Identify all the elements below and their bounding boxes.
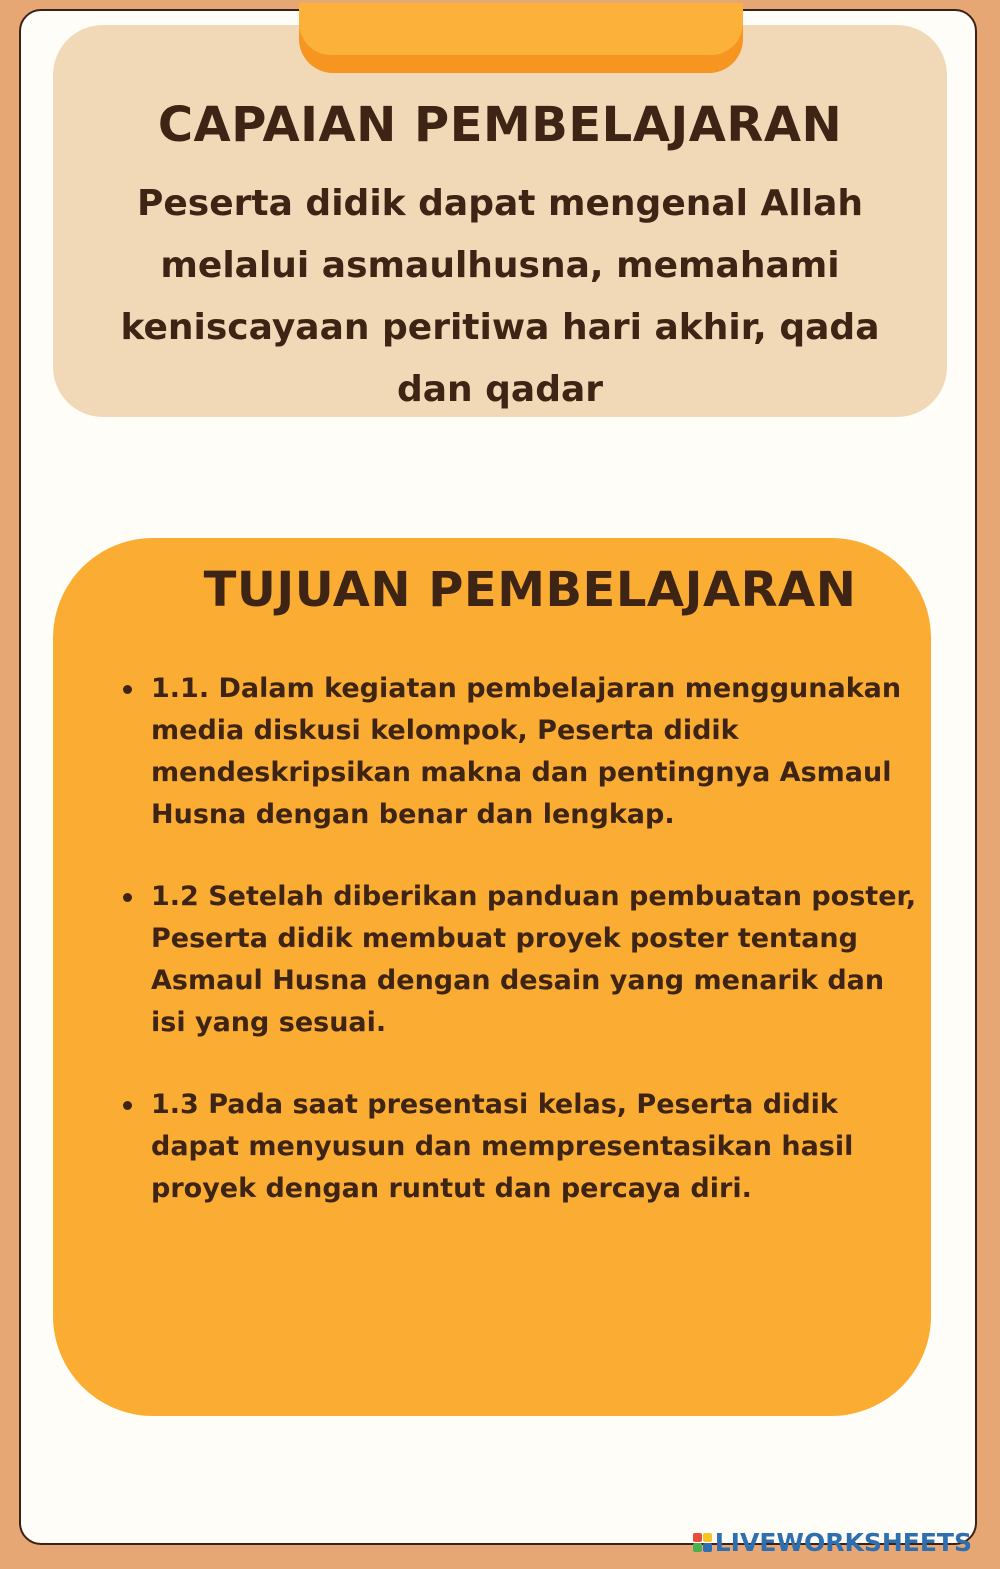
capaian-description: Peserta didik dapat mengenal Allah melalui asmaulhusna, memahami keniscayaan peritiwa hari akhir, qada dan qadar	[120, 183, 880, 410]
decorative-tab-highlight	[299, 3, 743, 55]
logo-square-blue	[703, 1543, 712, 1552]
capaian-panel	[53, 25, 947, 417]
liveworksheets-logo[interactable]	[693, 1528, 972, 1557]
logo-square-green	[693, 1543, 702, 1552]
logo-square-yellow	[703, 1533, 712, 1542]
liveworksheets-text: LIVEWORKSHEETS	[714, 1528, 972, 1557]
tujuan-item-3: 1.3 Pada saat presentasi kelas, Peserta didik dapat menyusun dan mempresentasikan hasil proyek dengan runtut dan percaya diri.	[151, 1084, 926, 1210]
tujuan-item-2: 1.2 Setelah diberikan panduan pembuatan poster, Peserta didik membuat proyek poster tentang Asmaul Husna dengan desain yang menarik dan isi yang sesuai.	[151, 876, 926, 1044]
decorative-tab	[299, 3, 743, 73]
tujuan-list	[115, 668, 926, 1250]
liveworksheets-logo-icon	[693, 1533, 712, 1552]
tujuan-title: TUJUAN PEMBELAJARAN	[203, 562, 857, 618]
capaian-title: CAPAIAN PEMBELAJARAN	[157, 97, 843, 153]
logo-square-red	[693, 1533, 702, 1542]
tujuan-item-1: 1.1. Dalam kegiatan pembelajaran menggunakan media diskusi kelompok, Peserta didik mendeskripsikan makna dan pentingnya Asmaul Husna dengan benar dan lengkap.	[151, 668, 926, 836]
